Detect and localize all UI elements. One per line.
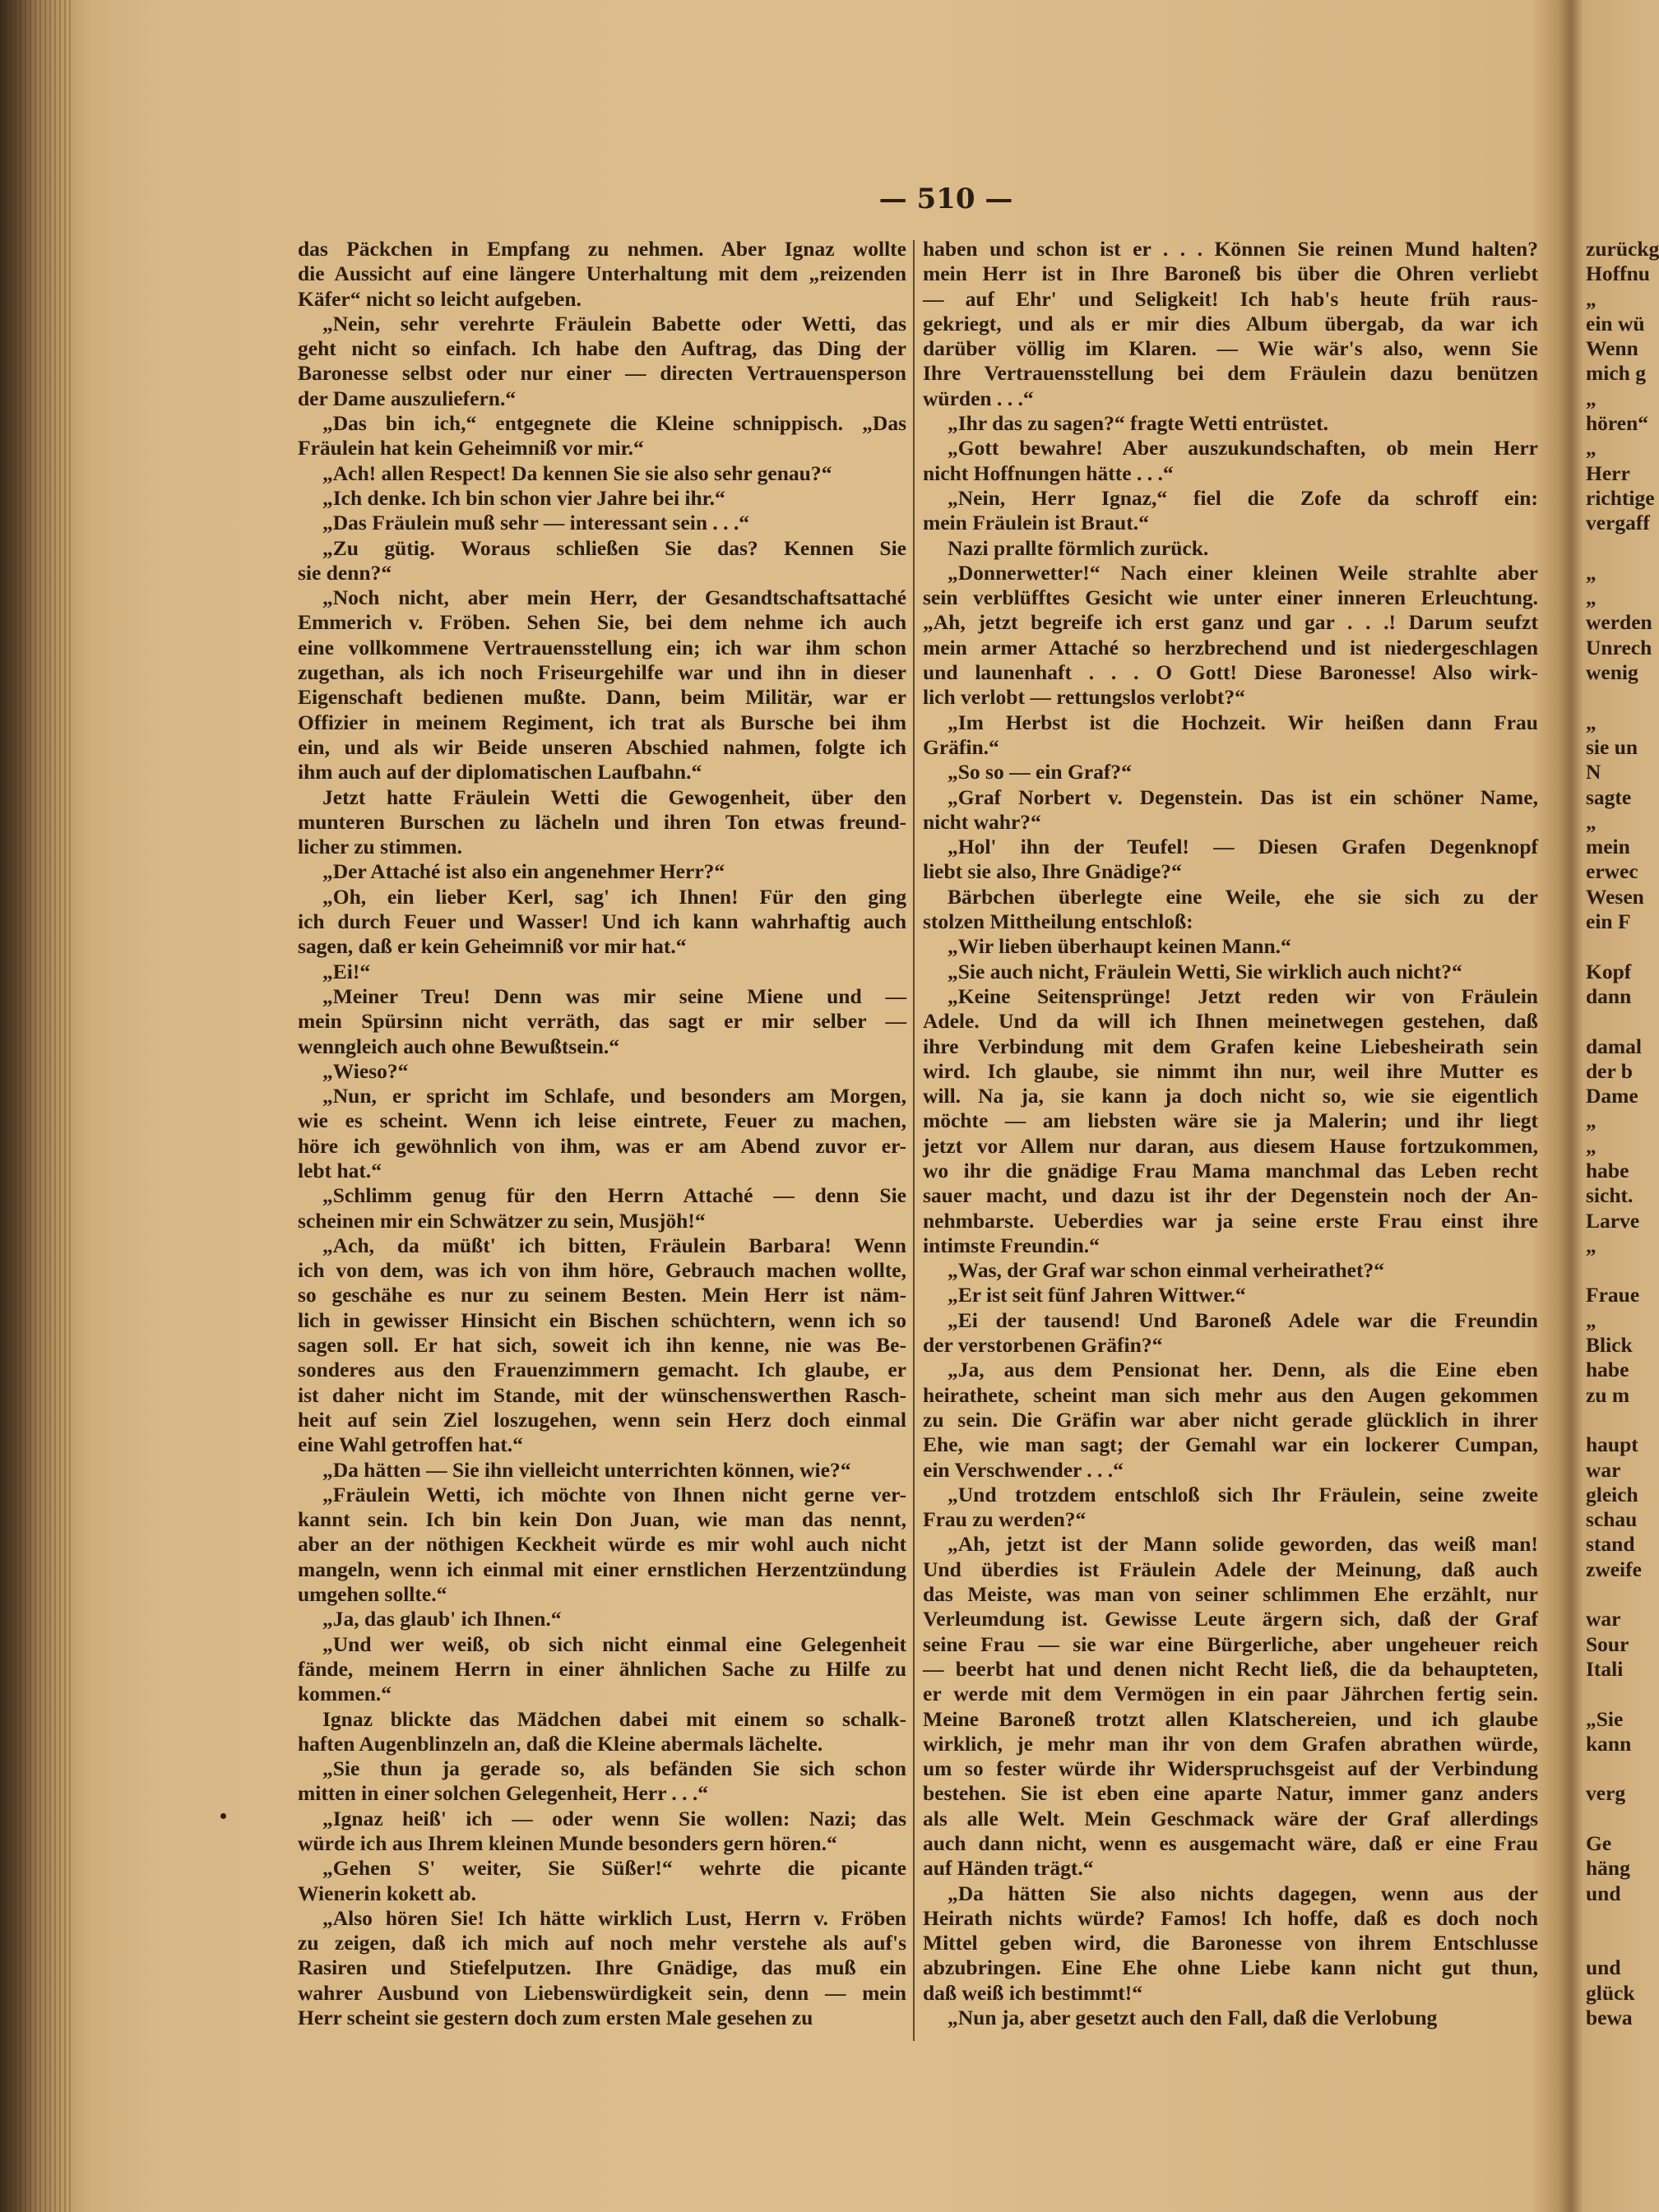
text-line: wie es scheint. Wenn ich leise eintrete, Feuer zu machen, xyxy=(298,1108,906,1133)
text-line: „Keine Seitensprünge! Jetzt reden wir von Fräulein xyxy=(948,983,1538,1008)
text-line: „Ei!“ xyxy=(322,959,371,983)
text-line: — beerbt hat und denen nicht Recht ließ, die da behaupteten, xyxy=(923,1656,1538,1681)
text-fragment xyxy=(1586,934,1645,959)
text-line: — auf Ehr' und Seligkeit! Ich hab's heute früh raus- xyxy=(923,286,1538,311)
text-line: Frau zu werden?“ xyxy=(923,1507,1087,1532)
text-column-left xyxy=(298,237,906,2030)
text-line: heirathete, scheint man sich mehr aus den Augen gekommen xyxy=(923,1382,1538,1407)
text-line: ihre Verbindung mit dem Grafen keine Liebesheirath sein xyxy=(923,1034,1538,1058)
text-fragment: zweife xyxy=(1586,1557,1642,1581)
text-fragment: habe xyxy=(1586,1358,1629,1382)
text-line: „Nein, Herr Ignaz,“ fiel die Zofe da schroff ein: xyxy=(948,485,1538,510)
text-fragment: häng xyxy=(1586,1856,1630,1881)
text-line: „Noch nicht, aber mein Herr, der Gesandtschaftsattaché xyxy=(322,585,906,610)
text-line: „Sie thun ja gerade so, als befänden Sie sich schon xyxy=(322,1756,906,1781)
text-line: „Zu gütig. Woraus schließen Sie das? Kennen Sie xyxy=(322,535,906,560)
text-fragment: mich g xyxy=(1586,361,1646,386)
text-line: „Ach! allen Respect! Da kennen Sie sie also sehr genau?“ xyxy=(322,460,832,485)
text-line: munteren Burschen zu lächeln und ihren Ton etwas freund- xyxy=(298,809,906,834)
text-line: scheinen mir ein Schwätzer zu sein, Musjöh!“ xyxy=(298,1208,706,1233)
text-line: Ignaz blickte das Mädchen dabei mit einem so schalk- xyxy=(322,1706,906,1731)
text-line: „Ich denke. Ich bin schon vier Jahre bei ihr.“ xyxy=(322,485,725,510)
text-fragment: sie un xyxy=(1586,734,1638,759)
text-line: „Donnerwetter!“ Nach einer kleinen Weile strahlte aber xyxy=(948,560,1538,585)
text-fragment: der b xyxy=(1586,1058,1633,1083)
text-fragment: Dame xyxy=(1586,1084,1638,1108)
text-fragment xyxy=(1586,536,1645,561)
text-fragment: vergaff xyxy=(1586,511,1650,535)
text-fragment: zurückg xyxy=(1586,237,1659,261)
text-line: „So so — ein Graf?“ xyxy=(948,760,1132,784)
text-fragment: Herr xyxy=(1586,460,1630,485)
text-line: zu zeigen, daß ich mich auf noch mehr verstehe als auf's xyxy=(298,1931,906,1955)
text-fragment: wenig xyxy=(1586,660,1638,685)
text-line: Jetzt hatte Fräulein Wetti die Gewogenheit, über den xyxy=(322,784,906,809)
text-line: „Das bin ich,“ entgegnete die Kleine schnippisch. „Das xyxy=(322,411,906,436)
text-line: eine vollkommene Vertrauensstellung ein; ich war ihm schon xyxy=(298,635,906,659)
text-line: „Und trotzdem entschloß sich Ihr Fräulein, seine zweite xyxy=(948,1482,1538,1506)
text-line: „Hol' ihn der Teufel! — Diesen Grafen Degenknopf xyxy=(948,835,1538,859)
text-line: geht nicht so einfach. Ich habe den Auftrag, das Ding der xyxy=(298,336,906,361)
text-line: Adele. Und da will ich Ihnen meinetwegen gestehen, daß xyxy=(923,1009,1538,1034)
text-line: „Ja, das glaub' ich Ihnen.“ xyxy=(322,1607,562,1631)
text-fragment: „ xyxy=(1586,386,1596,410)
page-number: — 510 — xyxy=(878,183,1013,215)
text-line: darüber völlig im Klaren. — Wie wär's also, wenn Sie xyxy=(923,336,1538,361)
text-fragment: „ xyxy=(1586,710,1596,734)
text-fragment: verg xyxy=(1586,1781,1626,1806)
text-line: „Ah, jetzt begreife ich erst ganz und gar . . .! Darum seufzt xyxy=(923,610,1538,635)
text-line: wenngleich auch ohne Bewußtsein.“ xyxy=(298,1034,620,1058)
text-fragment: dann xyxy=(1586,983,1632,1008)
text-line: sagen soll. Er hat sich, soweit ich ihn kenne, nie was Be- xyxy=(298,1333,906,1358)
text-line: würde ich aus Ihrem kleinen Munde besonders gern hören.“ xyxy=(298,1831,837,1855)
text-line: „Nein, sehr verehrte Fräulein Babette oder Wetti, das xyxy=(322,311,906,336)
text-line: „Also hören Sie! Ich hätte wirklich Lust, Herrn v. Fröben xyxy=(322,1905,906,1930)
text-line: um so fester würde ihr Widerspruchsgeist auf der Verbindung xyxy=(923,1756,1538,1781)
text-column-right xyxy=(923,237,1538,2030)
text-fragment: erwec xyxy=(1586,859,1638,884)
text-line: wird. Ich glaube, sie nimmt ihn nur, weil ihre Mutter es xyxy=(923,1058,1538,1083)
text-line: intimste Freundin.“ xyxy=(923,1233,1100,1257)
text-line: mangeln, wenn ich einmal mit einer ernstlichen Herzentzündung xyxy=(298,1557,906,1581)
text-line: fände, meinem Herrn in einer ähnlichen Sache zu Hilfe zu xyxy=(298,1656,906,1681)
text-fragment: Itali xyxy=(1586,1656,1624,1681)
text-line: Fräulein hat kein Geheimniß vor mir.“ xyxy=(298,436,644,460)
text-line: „Ihr das zu sagen?“ fragte Wetti entrüstet. xyxy=(948,411,1328,436)
text-fragment xyxy=(1586,1906,1645,1931)
text-line: jetzt vor Allem nur daran, aus diesem Hause fortzukommen, xyxy=(923,1133,1538,1158)
text-line: das Meiste, was man von seiner schlimmen Ehe erzählt, nur xyxy=(923,1582,1538,1607)
text-fragment xyxy=(1586,1807,1645,1831)
text-line: die Aussicht auf eine längere Unterhaltung mit dem „reizenden xyxy=(298,261,906,286)
text-line: als alle Welt. Mein Geschmack wäre der Graf allerdings xyxy=(923,1806,1538,1830)
text-line: „Der Attaché ist also ein angenehmer Herr?“ xyxy=(322,859,725,884)
text-fragment: „ xyxy=(1586,585,1596,610)
text-fragment: „ xyxy=(1586,809,1596,834)
text-line: „Fräulein Wetti, ich möchte von Ihnen nicht gerne ver- xyxy=(322,1482,906,1506)
text-fragment xyxy=(1586,1682,1645,1706)
text-line: heit auf sein Ziel loszugehen, wenn sein Herz doch einmal xyxy=(298,1407,906,1432)
text-line: gekriegt, und als er mir dies Album übergab, da war ich xyxy=(923,311,1538,336)
text-fragment: zu m xyxy=(1586,1382,1630,1407)
text-line: mein armer Attaché so herzbrechend und ist niedergeschlagen xyxy=(923,635,1538,659)
text-line: „Ah, jetzt ist der Mann solide geworden, das weiß man! xyxy=(948,1532,1538,1557)
text-line: würden . . .“ xyxy=(923,386,1034,410)
text-fragment: Wenn xyxy=(1586,336,1638,361)
text-fragment: war xyxy=(1586,1607,1621,1631)
text-fragment: „ xyxy=(1586,286,1596,311)
text-fragment: werden xyxy=(1586,610,1652,635)
text-line: mein Spürsinn nicht verräth, das sagt er mir selber — xyxy=(298,1009,906,1034)
text-line: Käfer“ nicht so leicht aufgeben. xyxy=(298,286,582,311)
text-fragment: „ xyxy=(1586,1108,1596,1133)
text-fragment xyxy=(1586,1582,1645,1607)
column-divider xyxy=(913,240,915,2041)
text-line: „Im Herbst ist die Hochzeit. Wir heißen dann Frau xyxy=(948,710,1538,734)
text-line: ein Verschwender . . .“ xyxy=(923,1457,1124,1482)
text-line: abzubringen. Eine Ehe ohne Liebe kann nicht gut thun, xyxy=(923,1955,1538,1980)
text-line: nicht wahr?“ xyxy=(923,809,1041,834)
text-fragment: Larve xyxy=(1586,1208,1640,1233)
text-fragment: sicht. xyxy=(1586,1183,1634,1208)
text-line: „Das Fräulein muß sehr — interessant sein . . .“ xyxy=(322,511,750,535)
book-page-edges xyxy=(0,0,74,2212)
text-fragment xyxy=(1586,1756,1645,1781)
text-line: „Graf Norbert v. Degenstein. Das ist ein schöner Name, xyxy=(948,784,1538,809)
text-line: mein Fräulein ist Braut.“ xyxy=(923,511,1149,535)
text-line: „Ja, aus dem Pensionat her. Denn, als die Eine eben xyxy=(948,1358,1538,1382)
text-line: „Was, der Graf war schon einmal verheirathet?“ xyxy=(948,1258,1384,1283)
text-fragment: N xyxy=(1586,760,1601,784)
text-line: kannt sein. Ich bin kein Don Juan, wie man das nennt, xyxy=(298,1507,906,1532)
text-line: lich in gewisser Hinsicht ein Bischen schüchtern, wenn ich so xyxy=(298,1307,906,1332)
text-fragment: sagte xyxy=(1586,784,1632,809)
text-line: ich von dem, was ich von ihm höre, Gebrauch machen wollte, xyxy=(298,1258,906,1283)
text-fragment: Fraue xyxy=(1586,1283,1640,1307)
text-fragment: habe xyxy=(1586,1158,1629,1182)
text-line: „Ach, da müßt' ich bitten, Fräulein Barbara! Wenn xyxy=(322,1233,906,1257)
text-line: der Dame auszuliefern.“ xyxy=(298,386,517,410)
text-fragment: und xyxy=(1586,1955,1621,1980)
text-line: „Oh, ein lieber Kerl, sag' ich Ihnen! Für den ging xyxy=(322,884,906,909)
text-fragment: „ xyxy=(1586,1307,1596,1332)
text-line: so geschähe es nur zu seinem Besten. Mein Herr ist näm- xyxy=(298,1283,906,1307)
text-fragment xyxy=(1586,1408,1645,1432)
text-line: „Wir lieben überhaupt keinen Mann.“ xyxy=(948,934,1291,959)
text-fragment: „Sie xyxy=(1586,1706,1624,1731)
text-line: wo ihr die gnädige Frau Mama manchmal das Leben recht xyxy=(923,1158,1538,1182)
text-line: eine Wahl getroffen hat.“ xyxy=(298,1432,523,1457)
text-line: Gräfin.“ xyxy=(923,734,999,759)
text-line: zu sein. Die Gräfin war aber nicht gerade glücklich in ihrer xyxy=(923,1407,1538,1432)
text-line: nehmbarste. Ueberdies war ja seine erste Frau einst ihre xyxy=(923,1208,1538,1233)
next-page-column-fragment xyxy=(1586,237,1659,2030)
text-line: Ihre Vertrauensstellung bei dem Fräulein dazu benützen xyxy=(923,361,1538,386)
text-line: kommen.“ xyxy=(298,1682,392,1706)
text-line: Meine Baroneß trotzt allen Klatschereien, und ich glaube xyxy=(923,1706,1538,1731)
text-line: Bärbchen überlegte eine Weile, ehe sie sich zu der xyxy=(948,884,1538,909)
text-line: stolzen Mittheilung entschloß: xyxy=(923,909,1193,934)
text-line: Offizier in meinem Regiment, ich trat als Bursche bei ihm xyxy=(298,710,906,734)
text-line: „Nun, er spricht im Schlafe, und besonders am Morgen, xyxy=(322,1084,906,1108)
text-line: nicht Hoffnungen hätte . . .“ xyxy=(923,460,1174,485)
text-line: sein verblüfftes Gesicht wie unter einer inneren Erleuchtung. xyxy=(923,585,1538,610)
text-line: höre ich gewöhnlich von ihm, was er am Abend zuvor er- xyxy=(298,1133,906,1158)
text-line: „Ei der tausend! Und Baroneß Adele war die Freundin xyxy=(948,1307,1538,1332)
text-line: Verleumdung ist. Gewisse Leute ärgern sich, daß der Graf xyxy=(923,1607,1538,1631)
text-line: wirklich, je mehr man ihr von dem Grafen abrathen würde, xyxy=(923,1731,1538,1756)
ink-spot xyxy=(220,1813,226,1819)
text-line: der verstorbenen Gräfin?“ xyxy=(923,1333,1163,1358)
text-line: „Ignaz heiß' ich — oder wenn Sie wollen: Nazi; das xyxy=(322,1806,906,1830)
text-fragment: gleich xyxy=(1586,1482,1638,1506)
text-line: mein Herr ist in Ihre Baroneß bis über die Ohren verliebt xyxy=(923,261,1538,286)
text-line: lich verlobt — rettungslos verlobt?“ xyxy=(923,685,1245,710)
text-line: ein, und als wir Beide unseren Abschied nahmen, folgte ich xyxy=(298,734,906,759)
text-line: Rasiren und Stiefelputzen. Ihre Gnädige, das muß ein xyxy=(298,1955,906,1980)
text-fragment: ein wü xyxy=(1586,311,1645,336)
text-line: daß weiß ich bestimmt!“ xyxy=(923,1980,1143,2005)
text-fragment: stand xyxy=(1586,1532,1635,1557)
text-line: sonderes aus den Frauenzimmern gemacht. Ich glaube, er xyxy=(298,1358,906,1382)
text-line: ist daher nicht im Stande, mit der wünschenswerthen Rasch- xyxy=(298,1382,906,1407)
text-line: Eigenschaft bedienen mußte. Dann, beim Militär, war er xyxy=(298,685,906,710)
text-line: Nazi prallte förmlich zurück. xyxy=(948,535,1209,560)
text-line: Ehe, wie man sagt; der Gemahl war ein lockerer Cumpan, xyxy=(923,1432,1538,1457)
text-line: „Gott bewahre! Aber auszukundschaften, ob mein Herr xyxy=(948,436,1538,460)
text-fragment: Wesen xyxy=(1586,884,1644,909)
text-line: „Gehen S' weiter, Sie Süßer!“ wehrte die picante xyxy=(322,1856,906,1881)
text-fragment: schau xyxy=(1586,1507,1638,1532)
text-fragment xyxy=(1586,1009,1645,1034)
text-line: Heirath nichts würde? Famos! Ich hoffe, daß es doch noch xyxy=(923,1905,1538,1930)
text-line: haften Augenblinzeln an, daß die Kleine abermals lächelte. xyxy=(298,1731,823,1756)
text-line: sauer macht, und dazu ist ihr der Degenstein noch der An- xyxy=(923,1183,1538,1208)
text-line: „Da hätten — Sie ihn vielleicht unterrichten können, wie?“ xyxy=(322,1457,851,1482)
text-line: will. Na ja, sie kann ja doch nicht so, wie sie eigentlich xyxy=(923,1084,1538,1108)
text-line: ich durch Feuer und Wasser! Und ich kann wahrhaftig auch xyxy=(298,909,906,934)
text-line: „Sie auch nicht, Fräulein Wetti, Sie wirklich auch nicht?“ xyxy=(948,959,1462,983)
text-line: „Nun ja, aber gesetzt auch den Fall, daß die Verlobung xyxy=(948,2006,1438,2030)
text-fragment: war xyxy=(1586,1457,1621,1482)
text-fragment: Ge xyxy=(1586,1831,1612,1855)
text-line: haben und schon ist er . . . Können Sie reinen Mund halten? xyxy=(923,237,1538,261)
text-fragment: hören“ xyxy=(1586,411,1649,436)
text-line: „Da hätten Sie also nichts dagegen, wenn aus der xyxy=(948,1881,1538,1905)
text-line: auch dann nicht, wenn es ausgemacht wäre, daß er eine Frau xyxy=(923,1831,1538,1855)
text-line: Wienerin kokett ab. xyxy=(298,1881,476,1905)
text-line: zugethan, als ich noch Friseurgehilfe war und ihn in dieser xyxy=(298,660,906,685)
text-fragment: haupt xyxy=(1586,1432,1638,1457)
text-fragment: glück xyxy=(1586,1980,1635,2005)
text-line: aber an der nöthigen Keckheit würde es mir wohl auch nicht xyxy=(298,1532,906,1557)
text-line: sie denn?“ xyxy=(298,560,392,585)
text-line: sagen, daß er kein Geheimniß vor mir hat.“ xyxy=(298,934,687,959)
text-fragment: mein xyxy=(1586,835,1630,859)
text-fragment: „ xyxy=(1586,1233,1596,1257)
text-fragment: und xyxy=(1586,1881,1621,1905)
text-line: er werde mit dem Vermögen in ein paar Jährchen fertig sein. xyxy=(923,1682,1538,1706)
text-line: lebt hat.“ xyxy=(298,1158,382,1182)
text-line: ihm auch auf der diplomatischen Laufbahn.“ xyxy=(298,760,702,784)
text-line: liebt sie also, Ihre Gnädige?“ xyxy=(923,859,1182,884)
text-fragment: „ xyxy=(1586,560,1596,585)
text-line: möchte — am liebsten wäre sie ja Malerin; und ihr liegt xyxy=(923,1108,1538,1133)
text-fragment: Sour xyxy=(1586,1631,1629,1656)
text-line: bestehen. Sie ist eben eine aparte Natur, immer ganz anders xyxy=(923,1781,1538,1806)
text-fragment: richtige xyxy=(1586,485,1655,510)
text-fragment: „ xyxy=(1586,436,1596,460)
text-fragment: Hoffnu xyxy=(1586,261,1650,286)
text-line: „Und wer weiß, ob sich nicht einmal eine Gelegenheit xyxy=(322,1631,906,1656)
text-line: umgehen sollte.“ xyxy=(298,1582,447,1607)
text-fragment xyxy=(1586,1258,1645,1283)
text-line: Herr scheint sie gestern doch zum ersten Male gesehen zu xyxy=(298,2006,813,2030)
text-fragment xyxy=(1586,1931,1645,1955)
text-line: „Schlimm genug für den Herrn Attaché — denn Sie xyxy=(322,1183,906,1208)
text-line: licher zu stimmen. xyxy=(298,835,462,859)
text-line: „Er ist seit fünf Jahren Wittwer.“ xyxy=(948,1283,1246,1307)
text-fragment: bewa xyxy=(1586,2006,1633,2030)
text-fragment: Blick xyxy=(1586,1333,1633,1358)
text-fragment: ein F xyxy=(1586,909,1631,934)
text-fragment xyxy=(1586,685,1645,710)
text-fragment: „ xyxy=(1586,1133,1596,1158)
text-line: seine Frau — sie war eine Bürgerliche, aber ungeheuer reich xyxy=(923,1631,1538,1656)
text-line: „Meiner Treu! Denn was mir seine Miene und — xyxy=(322,983,906,1008)
text-fragment: Kopf xyxy=(1586,959,1632,983)
text-line: auf Händen trägt.“ xyxy=(923,1856,1094,1881)
text-line: „Wieso?“ xyxy=(322,1058,409,1083)
text-fragment: damal xyxy=(1586,1034,1643,1058)
text-line: das Päckchen in Empfang zu nehmen. Aber Ignaz wollte xyxy=(298,237,906,261)
text-line: wahrer Ausbund von Liebenswürdigkeit sein, denn — mein xyxy=(298,1980,906,2005)
text-fragment: Unrech xyxy=(1586,635,1652,659)
text-line: Mittel geben wird, die Baronesse von ihrem Entschlusse xyxy=(923,1931,1538,1955)
text-line: mitten in einer solchen Gelegenheit, Herr . . .“ xyxy=(298,1781,709,1806)
text-line: Und überdies ist Fräulein Adele der Meinung, daß auch xyxy=(923,1557,1538,1581)
text-line: und launenhaft . . . O Gott! Diese Baronesse! Also wirk- xyxy=(923,660,1538,685)
text-line: Emmerich v. Fröben. Sehen Sie, bei dem nehme ich auch xyxy=(298,610,906,635)
text-fragment: kann xyxy=(1586,1731,1632,1756)
text-line: Baronesse selbst oder nur einer — directen Vertrauensperson xyxy=(298,361,906,386)
